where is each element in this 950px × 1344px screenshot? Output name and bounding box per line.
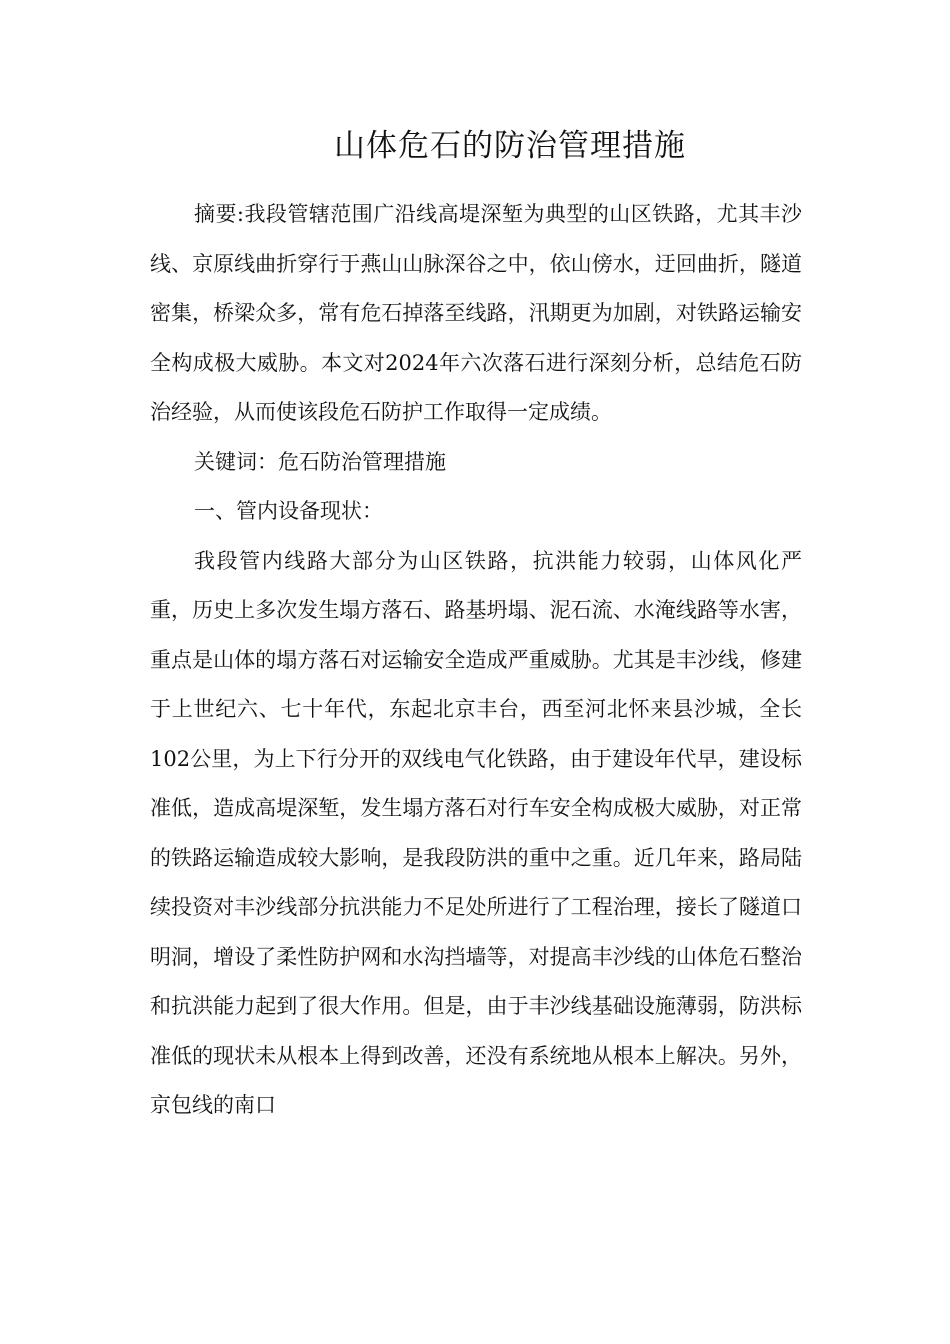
keywords-line: 关键词：危石防治管理措施 <box>194 449 446 474</box>
document-body <box>150 190 802 1131</box>
section-body-paragraph: 我段管内线路大部分为山区铁路，抗洪能力较弱，山体风化严重，历史上多次发生塌方落石、路基坍塌、泥石流、水淹线路等水害，重点是山体的塌方落石对运输安全造成严重威胁。尤其是丰沙线，修建于上世纪六、七十年代，东起北京丰台，西至河北怀来县沙城，全长102公里，为上下行分开的双线电气化铁路，由于建设年代早，建设标准低，造成高堤深堑，发生塌方落石对行车安全构成极大威胁，对正常的铁路运输造成较大影响，是我段防洪的重中之重。近几年来，路局陆续投资对丰沙线部分抗洪能力不足处所进行了工程治理，接长了隧道口明洞，增设了柔性防护网和水沟挡墙等，对提高丰沙线的山体危石整治和抗洪能力起到了很大作用。但是，由于丰沙线基础设施薄弱，防洪标准低的现状未从根本上得到改善，还没有系统地从根本上解决。另外，京包线的南口 <box>150 548 802 1117</box>
document-title: 山体危石的防治管理措施 <box>334 128 686 164</box>
section-heading: 一、管内设备现状： <box>194 499 383 523</box>
abstract-paragraph: 摘要:我段管辖范围广沿线高堤深堑为典型的山区铁路，尤其丰沙线、京原线曲折穿行于燕山山脉深谷之中，依山傍水，迂回曲折，隧道密集，桥梁众多，常有危石掉落至线路，汛期更为加剧，对铁路运输安全构成极大威胁。本文对2024年六次落石进行深刻分析，总结危石防治经验，从而使该段危石防护工作取得一定成绩。 <box>150 202 802 424</box>
